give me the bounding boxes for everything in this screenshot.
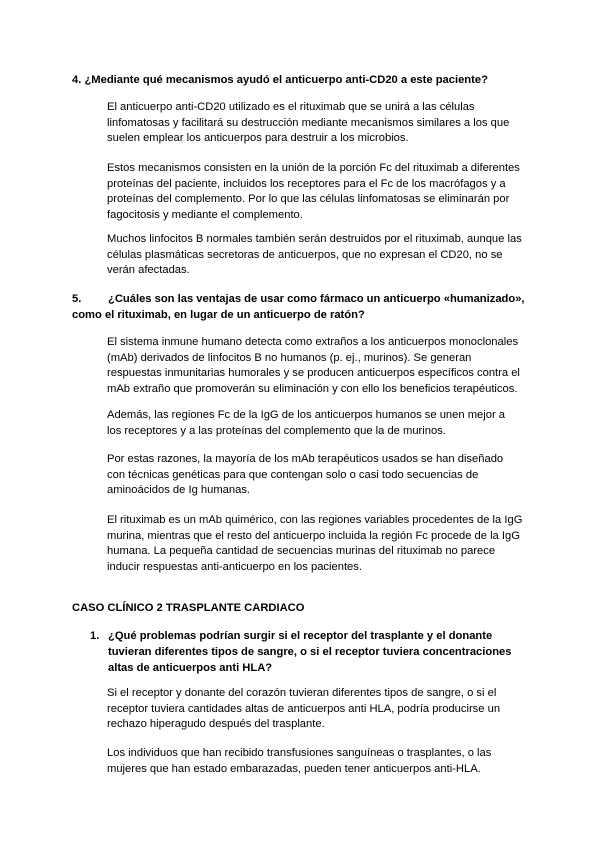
- q5-answer-paragraph-1: El sistema inmune humano detecta como extraños a los anticuerpos monoclonales (mAb) derivados de linfocitos B no humanos (p. ej., murinos). Se generan respuestas inmunitarias humorales y se producen anticuerpos específicos contra el mAb extraño que promoverán su eliminación y con ello los beneficios terapéuticos.: [107, 336, 520, 395]
- question-5-heading: [72, 291, 542, 323]
- question-5-number: 5.: [72, 293, 82, 305]
- case-2-title: CASO CLÍNICO 2 TRASPLANTE CARDIACO: [72, 602, 305, 614]
- case2-question-1: [90, 628, 530, 676]
- q5-answer-paragraph-2: Además, las regiones Fc de la IgG de los anticuerpos humanos se unen mejor a los receptores y a las proteínas del complemento que la de murinos.: [107, 409, 505, 437]
- q4-answer-paragraph-2: Estos mecanismos consisten en la unión de la porción Fc del rituximab a diferentes proteínas del paciente, incluidos los receptores para el Fc de los macrófagos y a proteínas del complemento. Por lo que las células linfomatosas se eliminarán por fagocitosis y mediante el complemento.: [107, 162, 520, 221]
- question-5-text: ¿Cuáles son las ventajas de usar como fármaco un anticuerpo «humanizado», como el rituximab, en lugar de un anticuerpo de ratón?: [72, 293, 525, 321]
- case2-question-1-number: 1.: [90, 630, 100, 642]
- question-4-heading: 4. ¿Mediante qué mecanismos ayudó el anticuerpo anti-CD20 a este paciente?: [72, 74, 488, 86]
- q5-answer-paragraph-3: Por estas razones, la mayoría de los mAb terapéuticos usados se han diseñado con técnicas genéticas para que contengan solo o casi todo secuencias de aminoácidos de Ig humanas.: [107, 453, 504, 496]
- q4-answer-paragraph-3: Muchos linfocitos B normales también serán destruidos por el rituximab, aunque las células plasmáticas secretoras de anticuerpos, que no expresan el CD20, no se verán afectadas.: [107, 233, 522, 276]
- case2-q1-answer-paragraph-2: Los individuos que han recibido transfusiones sanguíneas o trasplantes, o las mujeres que han estado embarazadas, pueden tener anticuerpos anti-HLA.: [107, 747, 492, 775]
- q4-answer-paragraph-1: El anticuerpo anti-CD20 utilizado es el rituximab que se unirá a las células linfomatosas y facilitará su destrucción mediante mecanismos similares a los que suelen emplear los anticuerpos para destruir a los microbios.: [107, 101, 510, 144]
- case2-q1-answer-paragraph-1: Si el receptor y donante del corazón tuvieran diferentes tipos de sangre, o si el receptor tuviera cantidades altas de anticuerpos anti HLA, podría producirse un rechazo hiperagudo después del trasplante.: [107, 687, 501, 730]
- q5-answer-paragraph-4: El rituximab es un mAb quimérico, con las regiones variables procedentes de la IgG murina, mientras que el resto del anticuerpo incluida la región Fc procede de la IgG humana. La pequeña cantidad de secuencias murinas del rituximab no parece inducir respuestas anti-anticuerpo en los pacientes.: [107, 514, 523, 573]
- case2-question-1-text: ¿Qué problemas podrían surgir si el receptor del trasplante y el donante tuvieran diferentes tipos de sangre, o si el receptor tuviera concentraciones altas de anticuerpos anti HLA?: [108, 630, 512, 674]
